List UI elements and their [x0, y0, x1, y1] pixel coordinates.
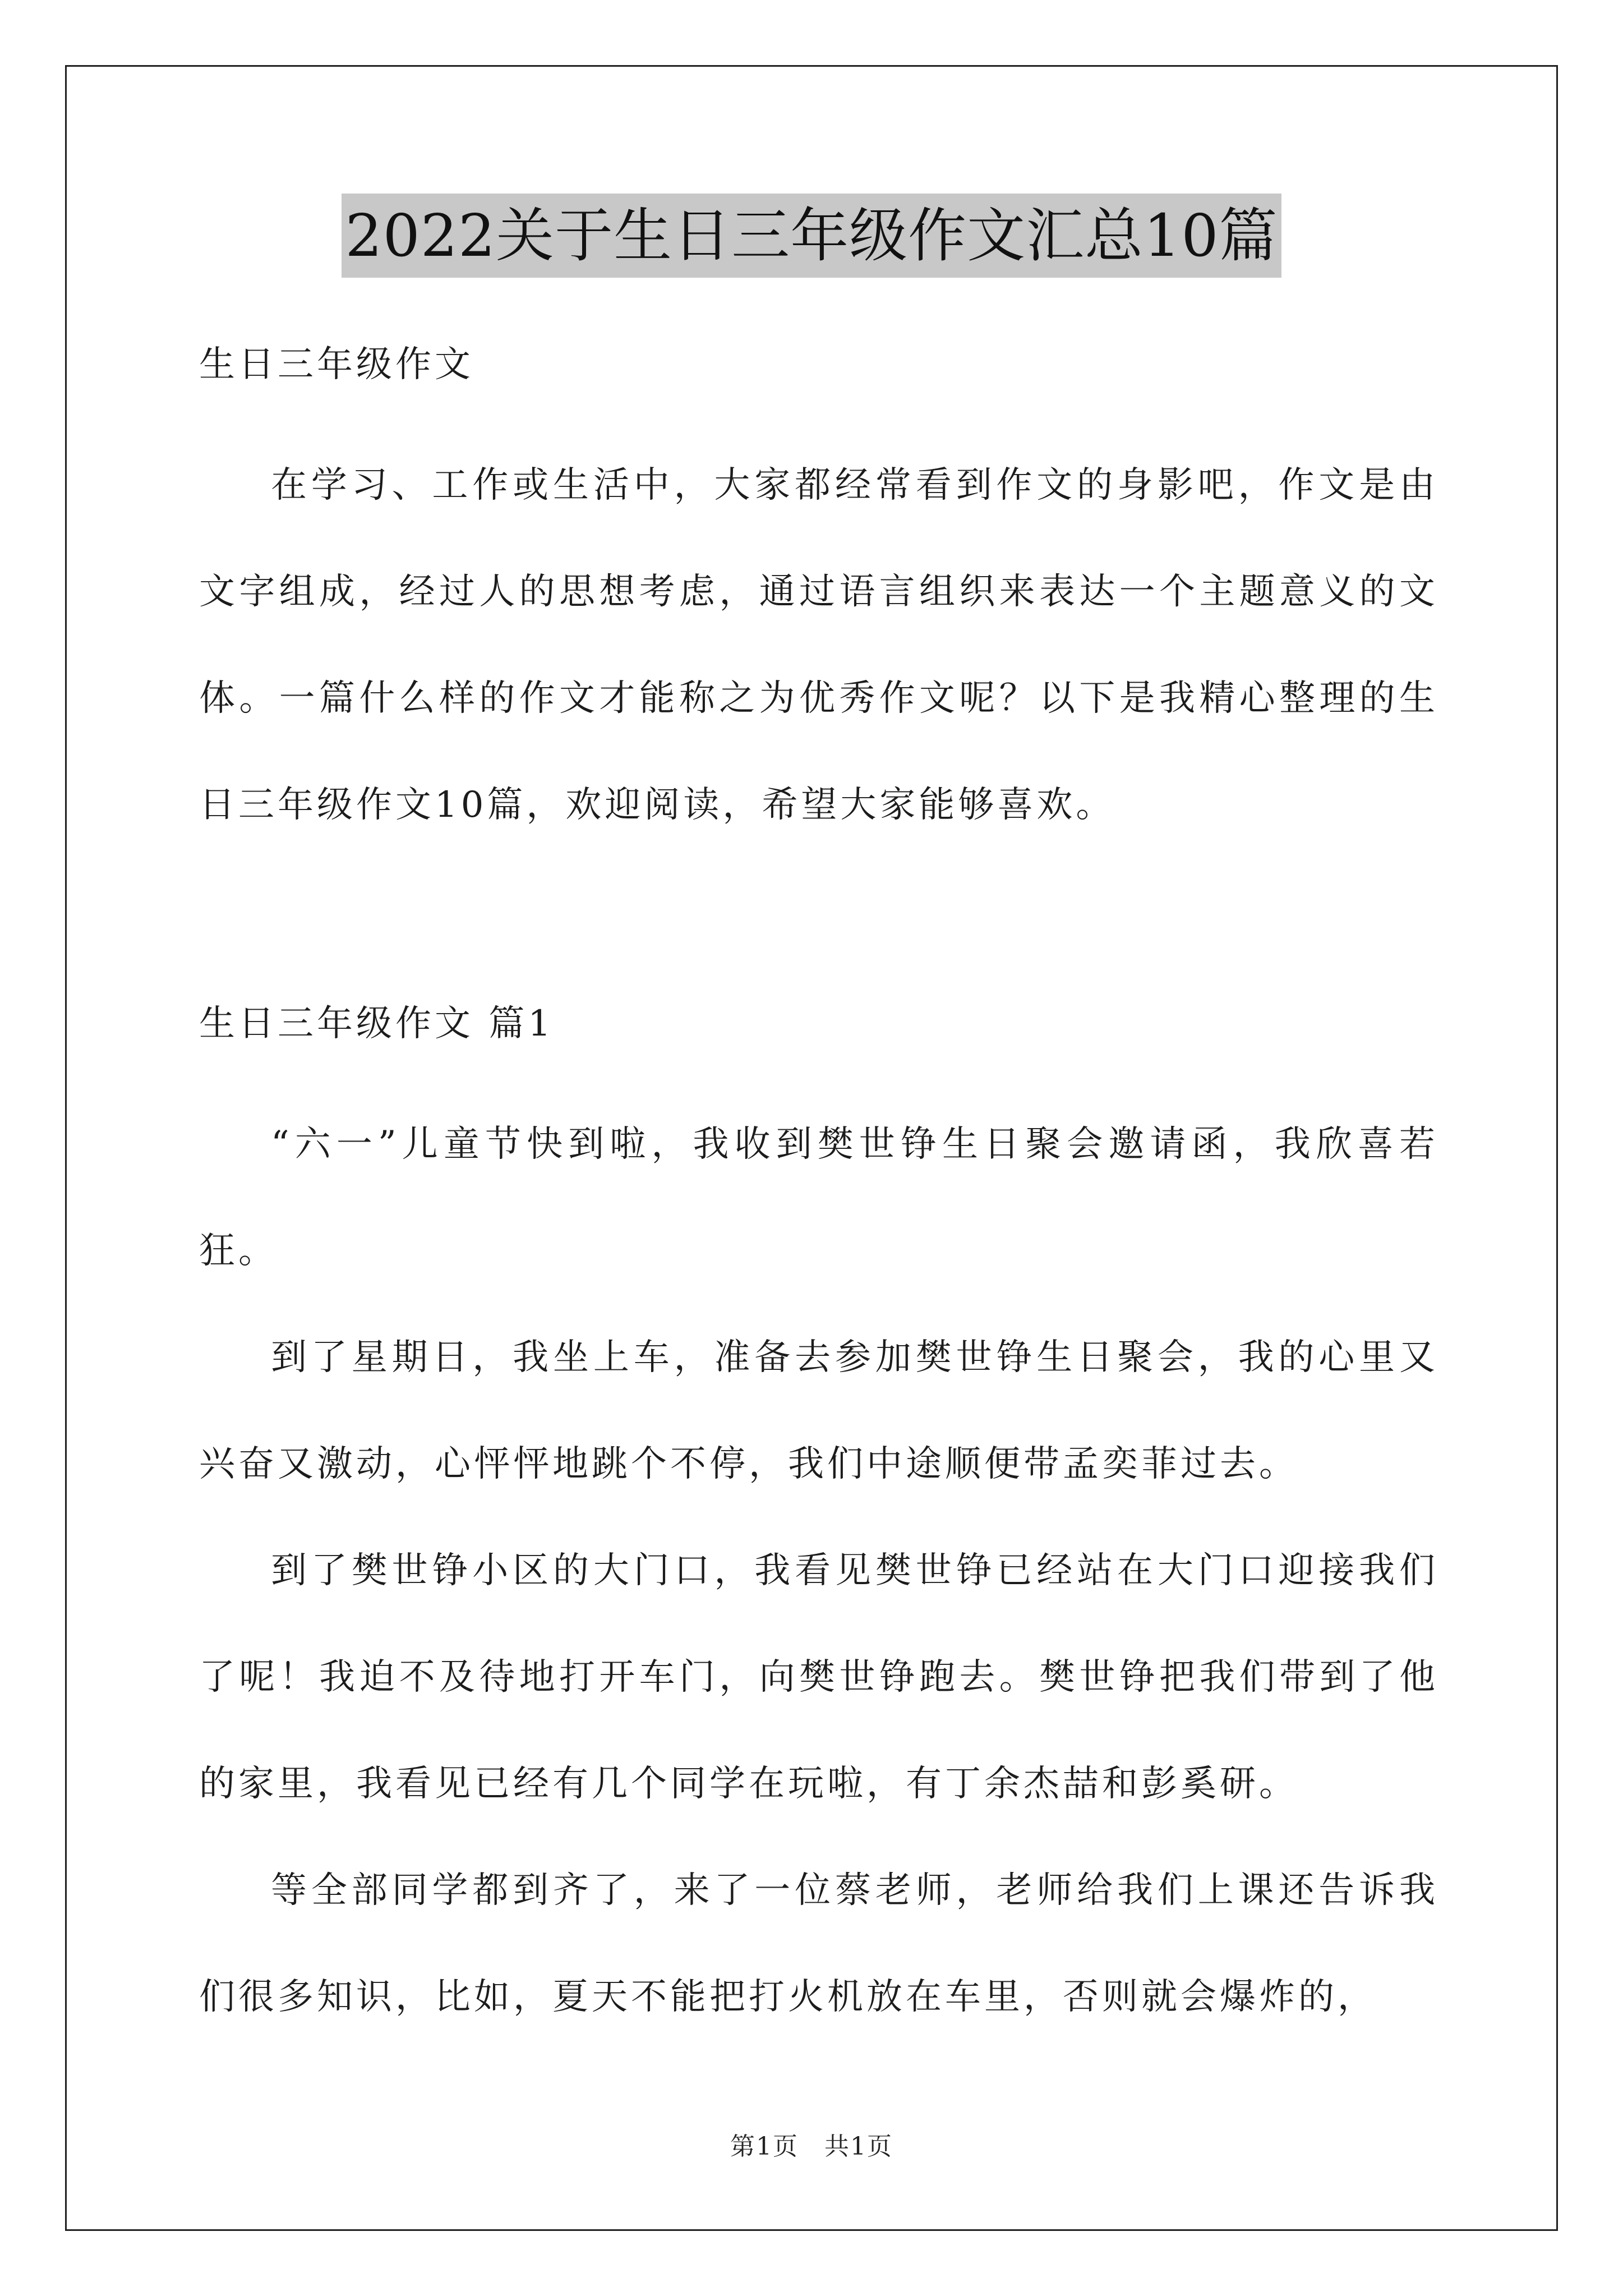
article1-paragraph-4: 等全部同学都到齐了，来了一位蔡老师，老师给我们上课还告诉我们很多知识，比如，夏天不能把打火机放在车里，否则就会爆炸的， — [199, 1870, 1438, 2018]
document-title: 2022关于生日三年级作文汇总10篇 — [342, 194, 1281, 278]
section-heading-article-1: 生日三年级作文 篇1 — [199, 1003, 555, 1045]
title-container — [0, 194, 1623, 278]
article1-paragraph-2: 到了星期日，我坐上车，准备去参加樊世铮生日聚会，我的心里又兴奋又激动，心怦怦地跳个不停，我们中途顺便带孟奕菲过去。 — [199, 1337, 1438, 1485]
article1-paragraph-1: “六一”儿童节快到啦，我收到樊世铮生日聚会邀请函，我欣喜若狂。 — [199, 1124, 1438, 1272]
article1-paragraph-3: 到了樊世铮小区的大门口，我看见樊世铮已经站在大门口迎接我们了呢！我迫不及待地打开车门，向樊世铮跑去。樊世铮把我们带到了他的家里，我看见已经有几个同学在玩啦，有丁余杰喆和彭奚研。 — [199, 1550, 1438, 1805]
section-heading-main: 生日三年级作文 — [199, 344, 474, 385]
page-footer: 第1页 共1页 — [730, 2132, 893, 2161]
intro-paragraph: 在学习、工作或生活中，大家都经常看到作文的身影吧，作文是由文字组成，经过人的思想考虑，通过语言组织来表达一个主题意义的文体。一篇什么样的作文才能称之为优秀作文呢？以下是我精心整理的生日三年级作文10篇，欢迎阅读，希望大家能够喜欢。 — [199, 464, 1438, 826]
